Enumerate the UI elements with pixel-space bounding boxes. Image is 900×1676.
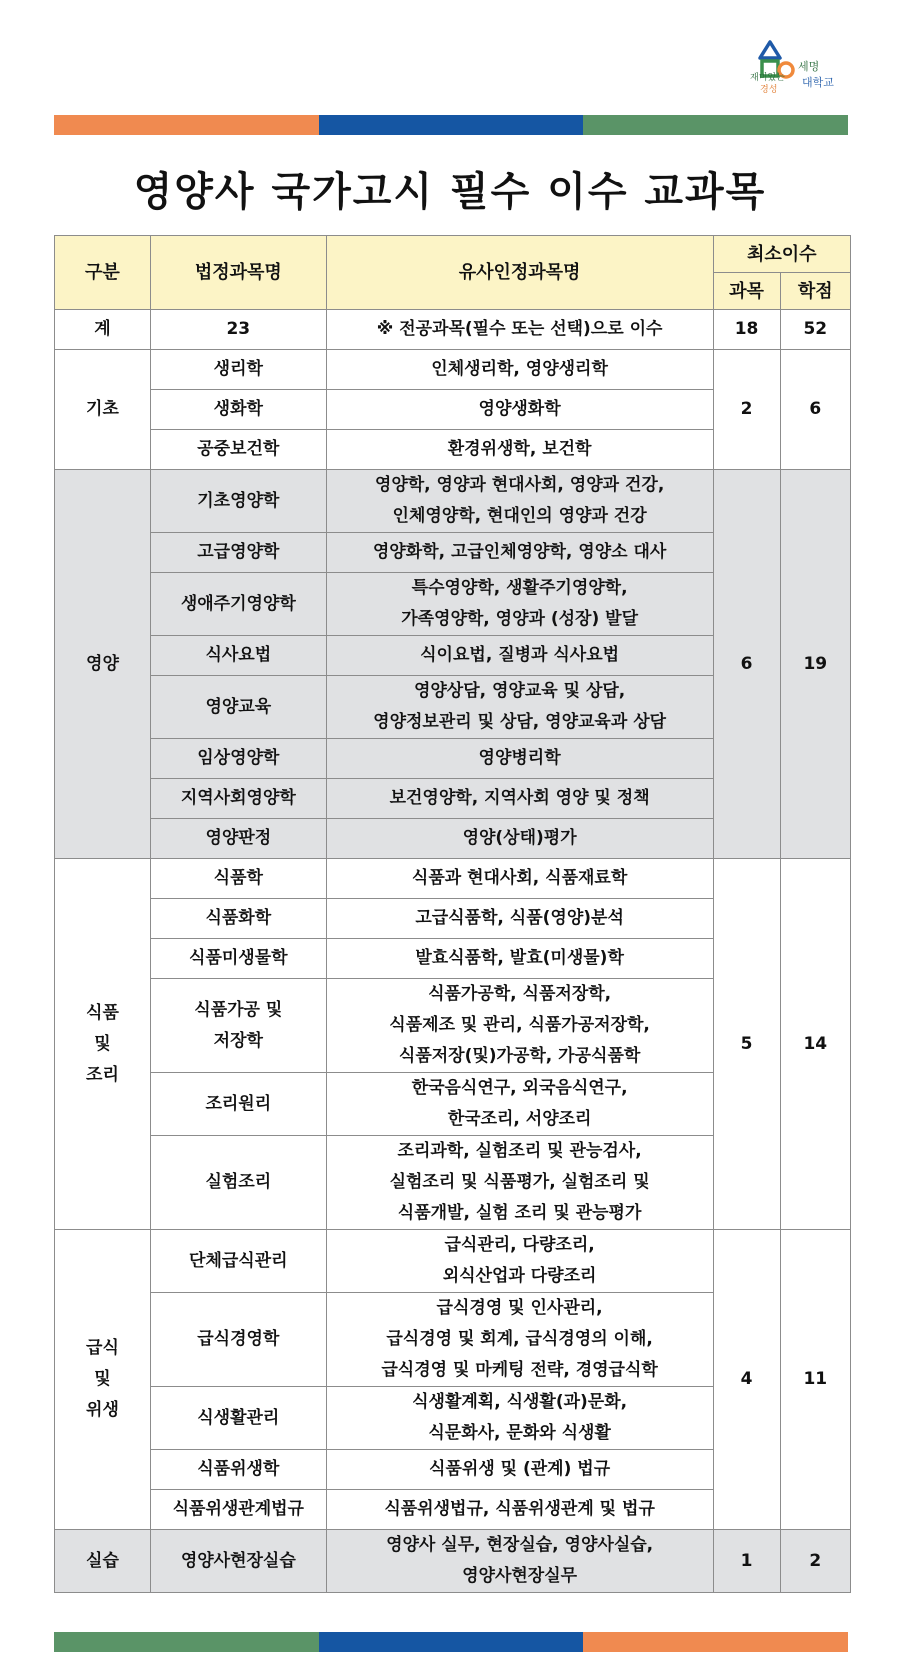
legal-subject-cell: 식품위생학 [150, 1450, 326, 1490]
category-cell: 기초 [55, 350, 151, 470]
category-cell: 실습 [55, 1530, 151, 1593]
legal-subject-cell: 영양사현장실습 [150, 1530, 326, 1593]
category-cell: 영양 [55, 470, 151, 859]
similar-subject-cell: 인체생리학, 영양생리학 [326, 350, 713, 390]
legal-subject-cell: 영양교육 [150, 676, 326, 739]
similar-subject-cell: 식품과 현대사회, 식품재료학 [326, 859, 713, 899]
legal-subject-cell: 지역사회영양학 [150, 779, 326, 819]
legal-subject-cell: 식품위생관계법규 [150, 1490, 326, 1530]
similar-subject-cell: 식생활계획, 식생활(과)문화, 식문화사, 문화와 식생활 [326, 1387, 713, 1450]
similar-subject-cell: 급식관리, 다량조리, 외식산업과 다량조리 [326, 1230, 713, 1293]
legal-subject-cell: 조리원리 [150, 1073, 326, 1136]
total-credits: 52 [780, 310, 850, 350]
similar-subject-cell: 환경위생학, 보건학 [326, 430, 713, 470]
similar-subject-cell: 영양병리학 [326, 739, 713, 779]
similar-subject-cell: 고급식품학, 식품(영양)분석 [326, 899, 713, 939]
top-color-bar [54, 115, 848, 135]
similar-subject-cell: 발효식품학, 발효(미생물)학 [326, 939, 713, 979]
legal-subject-cell: 공중보건학 [150, 430, 326, 470]
bar-segment-orange [583, 1632, 848, 1652]
similar-subject-cell: 영양생화학 [326, 390, 713, 430]
similar-subject-cell: 영양(상태)평가 [326, 819, 713, 859]
similar-subject-cell: 영양학, 영양과 현대사회, 영양과 건강, 인체영양학, 현대인의 영양과 건강 [326, 470, 713, 533]
header-minimum: 최소이수 [713, 236, 851, 273]
logo-text-right-top: 세명 [798, 60, 820, 73]
legal-subject-cell: 생애주기영양학 [150, 573, 326, 636]
legal-subject-cell: 영양판정 [150, 819, 326, 859]
subjects-count-cell: 5 [713, 859, 780, 1230]
subjects-count-cell: 1 [713, 1530, 780, 1593]
similar-subject-cell: 급식경영 및 인사관리, 급식경영 및 회계, 급식경영의 이해, 급식경영 및 마케팅 전략, 경영급식학 [326, 1293, 713, 1387]
similar-subject-cell: 영양화학, 고급인체영양학, 영양소 대사 [326, 533, 713, 573]
logo-triangle [760, 42, 780, 58]
similar-subject-cell: 특수영양학, 생활주기영양학, 가족영양학, 영양과 (성장) 발달 [326, 573, 713, 636]
table-row [55, 470, 851, 533]
legal-subject-cell: 생리학 [150, 350, 326, 390]
legal-subject-cell: 식품가공 및 저장학 [150, 979, 326, 1073]
legal-subject-cell: 식생활관리 [150, 1387, 326, 1450]
header-similar-subject: 유사인정과목명 [326, 236, 713, 310]
total-similar: ※ 전공과목(필수 또는 선택)으로 이수 [326, 310, 713, 350]
legal-subject-cell: 식사요법 [150, 636, 326, 676]
bottom-color-bar [54, 1632, 848, 1652]
bar-segment-green [54, 1632, 319, 1652]
legal-subject-cell: 기초영양학 [150, 470, 326, 533]
total-label: 계 [55, 310, 151, 350]
table-row [55, 1530, 851, 1593]
bar-segment-green [583, 115, 848, 135]
table-row [55, 859, 851, 899]
subjects-count-cell: 6 [713, 470, 780, 859]
bar-segment-orange [54, 115, 319, 135]
similar-subject-cell: 영양사 실무, 현장실습, 영양사실습, 영양사현장실무 [326, 1530, 713, 1593]
table-row [55, 350, 851, 390]
category-cell: 식품 및 조리 [55, 859, 151, 1230]
total-legal: 23 [150, 310, 326, 350]
total-row [55, 310, 851, 350]
similar-subject-cell: 식품위생법규, 식품위생관계 및 법규 [326, 1490, 713, 1530]
similar-subject-cell: 식품가공학, 식품저장학, 식품제조 및 관리, 식품가공저장학, 식품저장(및)가공학, 가공식품학 [326, 979, 713, 1073]
university-logo [748, 40, 858, 100]
similar-subject-cell: 영양상담, 영양교육 및 상담, 영양정보관리 및 상담, 영양교육과 상담 [326, 676, 713, 739]
logo-text-left-bottom: 경성 [760, 85, 778, 95]
header-legal-subject: 법정과목명 [150, 236, 326, 310]
total-subjects: 18 [713, 310, 780, 350]
page-title: 영양사 국가고시 필수 이수 교과목 [133, 169, 767, 215]
legal-subject-cell: 고급영양학 [150, 533, 326, 573]
legal-subject-cell: 식품미생물학 [150, 939, 326, 979]
legal-subject-cell: 급식경영학 [150, 1293, 326, 1387]
logo-text-left-top: 재미있는 [750, 73, 785, 83]
table-row [55, 1230, 851, 1293]
subjects-count-cell: 2 [713, 350, 780, 470]
similar-subject-cell: 조리과학, 실험조리 및 관능검사, 실험조리 및 식품평가, 실험조리 및 식품개발, 실험 조리 및 관능평가 [326, 1136, 713, 1230]
logo-text-right-bottom: 대학교 [802, 76, 834, 89]
header-subjects: 과목 [713, 273, 780, 310]
legal-subject-cell: 단체급식관리 [150, 1230, 326, 1293]
legal-subject-cell: 임상영양학 [150, 739, 326, 779]
course-table [54, 235, 851, 1593]
credits-count-cell: 6 [780, 350, 850, 470]
similar-subject-cell: 식이요법, 질병과 식사요법 [326, 636, 713, 676]
similar-subject-cell: 한국음식연구, 외국음식연구, 한국조리, 서양조리 [326, 1073, 713, 1136]
legal-subject-cell: 식품학 [150, 859, 326, 899]
credits-count-cell: 2 [780, 1530, 850, 1593]
category-cell: 급식 및 위생 [55, 1230, 151, 1530]
similar-subject-cell: 식품위생 및 (관계) 법규 [326, 1450, 713, 1490]
subjects-count-cell: 4 [713, 1230, 780, 1530]
credits-count-cell: 19 [780, 470, 850, 859]
header-credits: 학점 [780, 273, 850, 310]
credits-count-cell: 11 [780, 1230, 850, 1530]
similar-subject-cell: 보건영양학, 지역사회 영양 및 정책 [326, 779, 713, 819]
legal-subject-cell: 생화학 [150, 390, 326, 430]
bar-segment-blue [319, 115, 584, 135]
bar-segment-blue [319, 1632, 584, 1652]
legal-subject-cell: 실험조리 [150, 1136, 326, 1230]
legal-subject-cell: 식품화학 [150, 899, 326, 939]
header-category: 구분 [55, 236, 151, 310]
credits-count-cell: 14 [780, 859, 850, 1230]
